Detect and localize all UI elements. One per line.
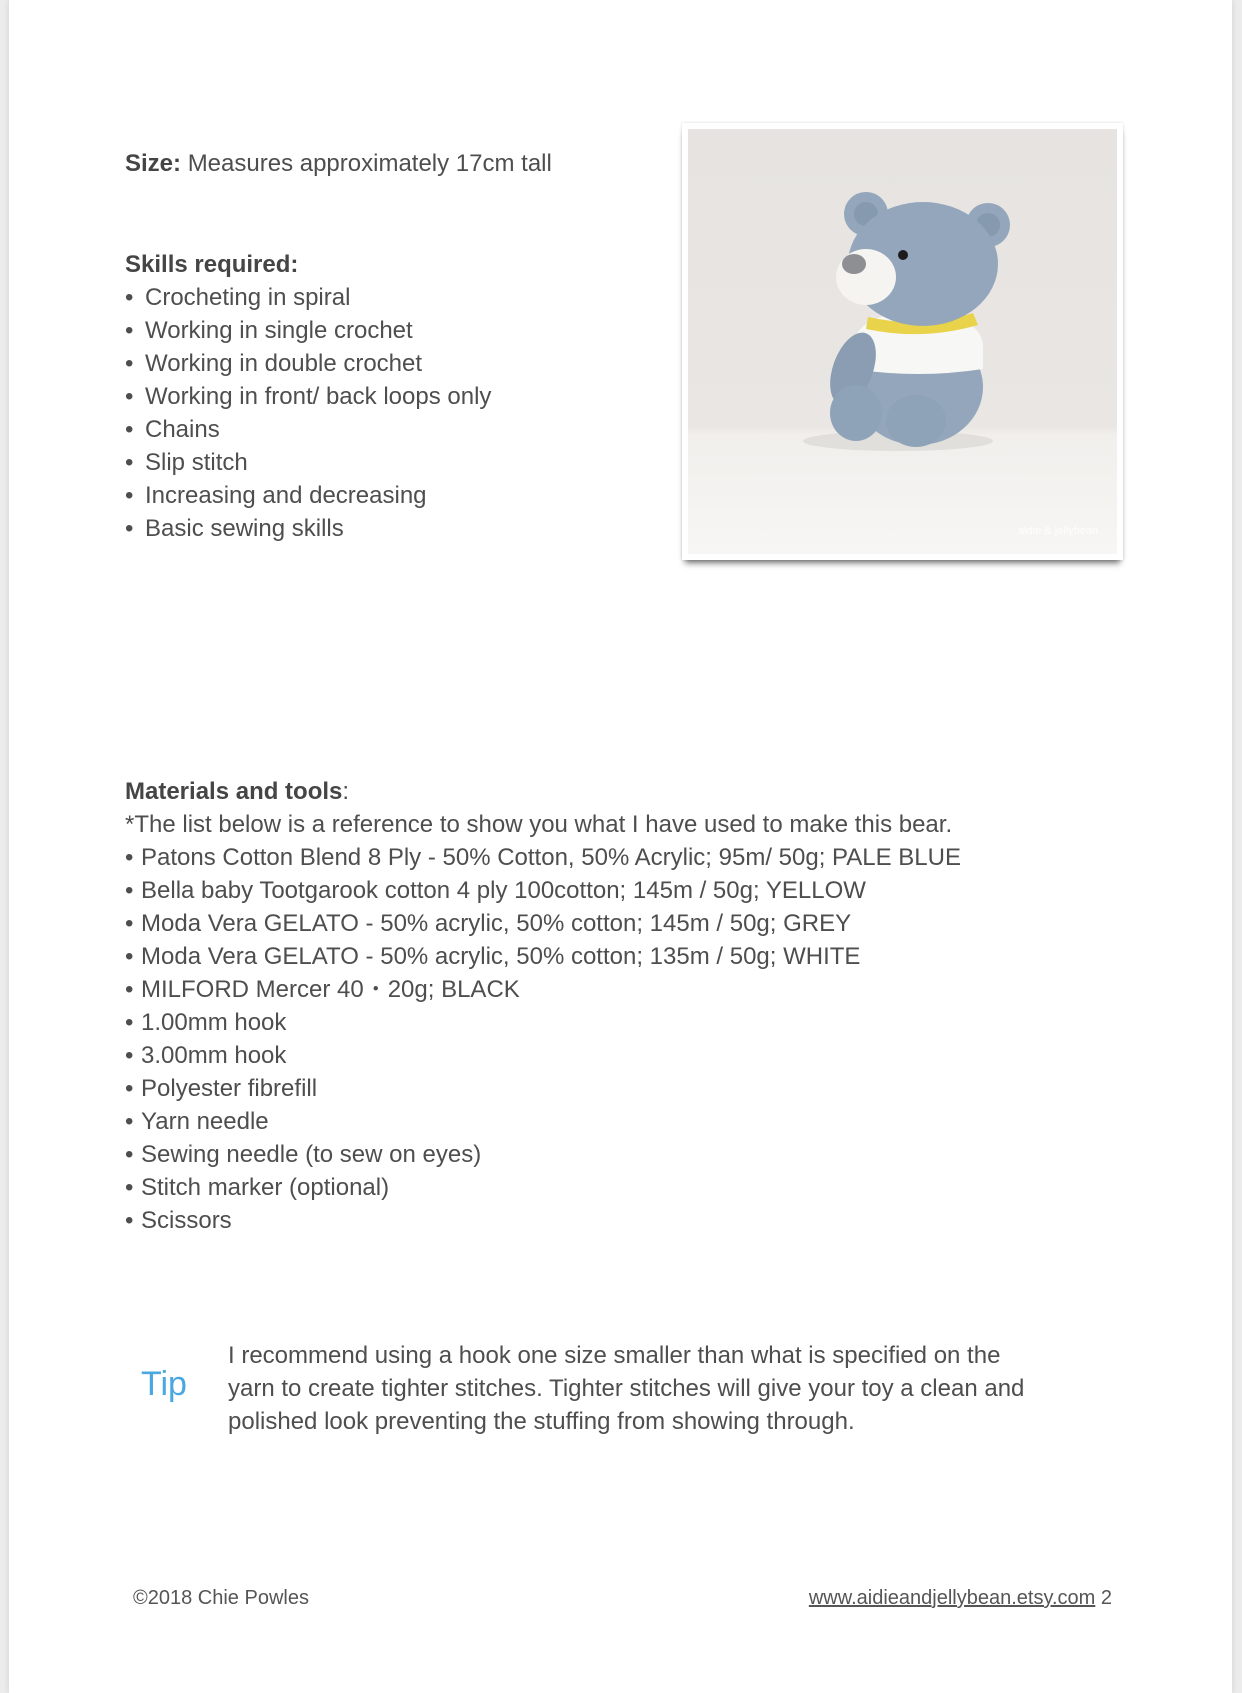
bullet: • bbox=[125, 1207, 134, 1234]
list-item bbox=[125, 347, 491, 380]
material-text: Polyester fibrefill bbox=[141, 1075, 318, 1102]
bullet: • bbox=[125, 976, 134, 1003]
skill-text: Increasing and decreasing bbox=[145, 482, 427, 509]
bullet: • bbox=[125, 284, 134, 311]
materials-note: *The list below is a reference to show you what I have used to make this bear. bbox=[125, 811, 953, 838]
material-text: 3.00mm hook bbox=[141, 1042, 287, 1069]
bullet: • bbox=[125, 1075, 134, 1102]
skills-title: Skills required: bbox=[125, 251, 299, 278]
material-text: Moda Vera GELATO - 50% acrylic, 50% cotton; 145m / 50g; GREY bbox=[141, 910, 852, 937]
skills-section bbox=[125, 248, 491, 545]
list-item bbox=[125, 1138, 961, 1171]
materials-section bbox=[125, 775, 961, 1237]
document-page bbox=[9, 0, 1232, 1693]
bullet: • bbox=[125, 943, 134, 970]
page-number: 2 bbox=[1100, 1587, 1112, 1609]
material-text: Stitch marker (optional) bbox=[141, 1174, 390, 1201]
material-text: Bella baby Tootgarook cotton 4 ply 100cotton; 145m / 50g; YELLOW bbox=[141, 877, 866, 904]
material-text: Yarn needle bbox=[141, 1108, 269, 1135]
tip-line: polished look preventing the stuffing from showing through. bbox=[228, 1408, 855, 1435]
crochet-bear-image bbox=[688, 129, 1117, 554]
bullet: • bbox=[125, 1042, 134, 1069]
footer-url-link[interactable]: www.aidieandjellybean.etsy.com bbox=[808, 1587, 1096, 1609]
material-text: Sewing needle (to sew on eyes) bbox=[141, 1141, 482, 1168]
list-item bbox=[125, 479, 491, 512]
bullet: • bbox=[125, 1174, 134, 1201]
bullet: • bbox=[125, 515, 134, 542]
bullet: • bbox=[125, 877, 134, 904]
list-item bbox=[125, 446, 491, 479]
material-text: MILFORD Mercer 40・20g; BLACK bbox=[141, 976, 520, 1003]
list-item bbox=[125, 1072, 961, 1105]
list-item bbox=[125, 380, 491, 413]
bullet: • bbox=[125, 482, 134, 509]
list-item bbox=[125, 1171, 961, 1204]
skill-text: Basic sewing skills bbox=[145, 515, 344, 542]
material-text: Patons Cotton Blend 8 Ply - 50% Cotton, 50% Acrylic; 95m/ 50g; PALE BLUE bbox=[141, 844, 961, 871]
list-item bbox=[125, 841, 961, 874]
tip-text bbox=[228, 1339, 1088, 1438]
skills-list bbox=[125, 281, 491, 545]
tip-line: I recommend using a hook one size smaller than what is specified on the bbox=[228, 1342, 1001, 1369]
bear-photo bbox=[688, 129, 1117, 554]
bullet: • bbox=[125, 416, 134, 443]
size-line bbox=[125, 150, 552, 178]
bullet: • bbox=[125, 383, 134, 410]
list-item bbox=[125, 1105, 961, 1138]
skill-text: Chains bbox=[145, 416, 220, 443]
footer-copyright: ©2018 Chie Powles bbox=[133, 1587, 309, 1609]
material-text: Moda Vera GELATO - 50% acrylic, 50% cotton; 135m / 50g; WHITE bbox=[141, 943, 861, 970]
bullet: • bbox=[125, 350, 134, 377]
list-item bbox=[125, 314, 491, 347]
bullet: • bbox=[125, 317, 134, 344]
size-value: Measures approximately 17cm tall bbox=[187, 150, 552, 177]
materials-title-text: Materials and tools bbox=[125, 778, 343, 805]
list-item bbox=[125, 940, 961, 973]
list-item bbox=[125, 973, 961, 1006]
list-item bbox=[125, 874, 961, 907]
bullet: • bbox=[125, 1009, 134, 1036]
list-item bbox=[125, 1204, 961, 1237]
list-item bbox=[125, 1039, 961, 1072]
skill-text: Working in front/ back loops only bbox=[145, 383, 492, 410]
tip-line: yarn to create tighter stitches. Tighter stitches will give your toy a clean and bbox=[228, 1375, 1025, 1402]
skill-text: Crocheting in spiral bbox=[145, 284, 351, 311]
photo-watermark: aidie & jellybean bbox=[1018, 525, 1099, 537]
bear-photo-frame bbox=[682, 123, 1123, 560]
size-label: Size: bbox=[125, 150, 182, 177]
list-item bbox=[125, 512, 491, 545]
material-text: 1.00mm hook bbox=[141, 1009, 287, 1036]
list-item bbox=[125, 1006, 961, 1039]
bullet: • bbox=[125, 449, 134, 476]
bullet: • bbox=[125, 844, 134, 871]
bullet: • bbox=[125, 1108, 134, 1135]
skill-text: Slip stitch bbox=[145, 449, 248, 476]
skill-text: Working in double crochet bbox=[145, 350, 423, 377]
bullet: • bbox=[125, 910, 134, 937]
materials-list bbox=[125, 841, 961, 1237]
tip-label: Tip bbox=[141, 1365, 187, 1403]
materials-title bbox=[125, 775, 961, 808]
skill-text: Working in single crochet bbox=[145, 317, 413, 344]
list-item bbox=[125, 281, 491, 314]
list-item bbox=[125, 413, 491, 446]
material-text: Scissors bbox=[141, 1207, 232, 1234]
footer-right bbox=[809, 1587, 1112, 1610]
list-item bbox=[125, 907, 961, 940]
bullet: • bbox=[125, 1141, 134, 1168]
materials-title-suffix: : bbox=[342, 778, 350, 805]
